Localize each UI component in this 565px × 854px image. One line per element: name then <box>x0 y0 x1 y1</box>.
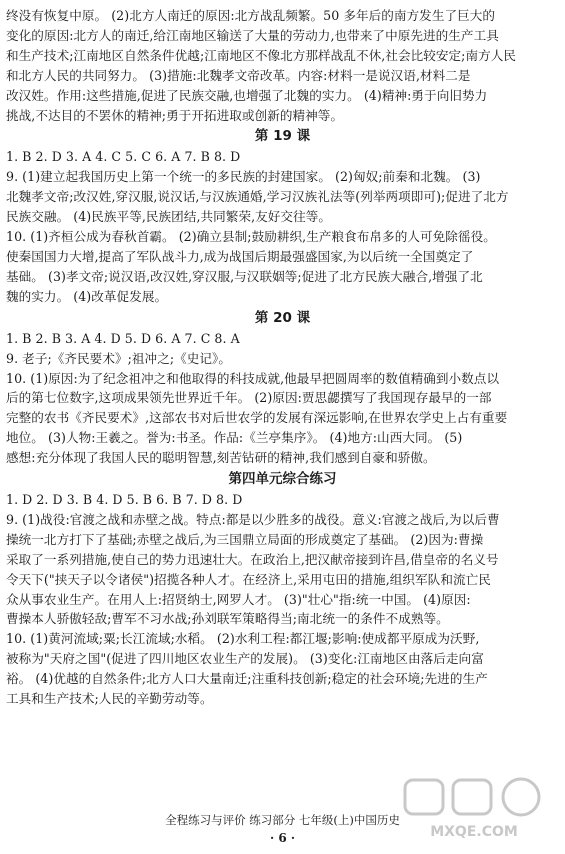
text-line: 终没有恢复中原。 (2)北方人南迁的原因:北方战乱频繁。50 多年后的南方发生了巨大的 <box>6 8 496 23</box>
text-line: 裕。 (4)优越的自然条件;北方人口大量南迁;注重科技创新;稳定的社会环境;先进的生产 <box>6 671 488 687</box>
text-line: 曹操本人骄傲轻敌;曹军不习水战;孙刘联军策略得当;南北统一的条件不成熟等。 <box>6 611 449 627</box>
answer-page <box>6 6 559 709</box>
page-number: · 6 · <box>269 831 296 845</box>
text-line: 10. (1)原因:为了纪念祖冲之和他取得的科技成就,他最早把圆周率的数值精确到小数点以 <box>6 370 500 386</box>
text-line: 被称为"天府之国"(促进了四川地区农业生产的发展)。 (3)变化:江南地区由落后走向富 <box>6 651 484 667</box>
text-line: 1. B 2. D 3. A 4. C 5. C 6. A 7. B 8. D <box>6 149 241 165</box>
text-line: 变化的原因:北方人的南迁,给江南地区输送了大量的劳动力,也带来了中原先进的生产工具 <box>6 27 499 43</box>
text-line: 众从事农业生产。在用人上:招贤纳士,网罗人才。 (3)"壮心"指:统一中国。 (4)原因: <box>6 591 471 607</box>
text-line: 民族交融。 (4)民族平等,民族团结,共同繁荣,友好交往等。 <box>6 209 332 225</box>
text-line: 操统一北方打下了基础;赤壁之战后,为三国鼎立局面的形成奠定了基础。 (2)因为:曹操 <box>6 531 484 547</box>
text-line: 改汉姓。作用:这些措施,促进了民族交融,也增强了北魏的实力。 (4)精神:勇于向旧势力 <box>6 87 488 103</box>
text-line: 9. 老子;《齐民要术》;祖冲之;《史记》。 <box>6 350 232 366</box>
text-line: 基础。 (3)孝文帝;说汉语,改汉姓,穿汉服,与汉联姻等;促进了北方民族大融合,增强了北 <box>6 268 483 284</box>
text-line: 工具和生产技术;人民的辛勤劳动等。 <box>6 691 213 707</box>
text-line: 魏的实力。 (4)改革促发展。 <box>6 288 168 304</box>
text-line: 采取了一系列措施,使自己的势力迅速壮大。在政治上,把汉献帝接到许昌,借皇帝的名义号 <box>6 551 499 567</box>
text-line: 10. (1)黄河流域;粟;长江流域;水稻。 (2)水利工程:都江堰;影响:使成都平原成为沃野, <box>6 631 480 647</box>
lesson-20-heading: 第 20 课 <box>254 309 311 326</box>
footer-book-title: 全程练习与评价 练习部分 七年级(上)中国历史 <box>165 813 400 827</box>
text-line: 感想:充分体现了我国人民的聪明智慧,刻苦钻研的精神,我们感到自豪和骄傲。 <box>6 450 436 466</box>
text-line: 10. (1)齐桓公成为春秋首霸。 (2)确立县制;鼓励耕织,生产粮食布帛多的人可免除徭役。 <box>6 229 496 245</box>
text-line: 和北方人民的共同努力。 (3)措施:北魏孝文帝改革。内容:材料一是说汉语,材料二是 <box>6 67 471 83</box>
text-line: 地位。 (3)人物:王羲之。誉为:书圣。作品:《兰亭集序》。 (4)地方:山西大同。 (5) <box>6 430 463 446</box>
lesson-20-answers <box>6 329 559 468</box>
unit-4-answers <box>6 490 559 709</box>
text-line: 1. B 2. B 3. A 4. D 5. D 6. A 7. C 8. A <box>6 330 240 346</box>
lesson-19-heading: 第 19 课 <box>254 128 311 145</box>
text-line: 北魏孝文帝;改汉姓,穿汉服,说汉话,与汉族通婚,学习汉族礼法等(列举两项即可);促进了北方 <box>6 189 509 205</box>
section-continued <box>6 6 559 125</box>
text-line: 使秦国国力大增,提高了军队战斗力,成为战国后期最强盛国家,为以后统一全国奠定了 <box>6 248 474 264</box>
text-line: 挑战,不达目的不罢休的精神;勇于开拓进取或创新的精神等。 <box>6 107 344 123</box>
text-line: 和生产技术;江南地区自然条件优越;江南地区不像北方那样战乱不休,社会比较安定;南方人民 <box>6 47 517 63</box>
text-line: 9. (1)建立起我国历史上第一个统一的多民族的封建国家。 (2)匈奴;前秦和北魏。 (3) <box>6 169 481 185</box>
text-line: 后的第七位数字,这项成果领先世界近千年。 (2)原因:贾思勰撰写了我国现存最早的一部 <box>6 390 492 406</box>
lesson-19-answers <box>6 147 559 306</box>
text-line: 完整的农书《齐民要术》,这部农书对后世农学的发展有深远影响,在世界农学史上占有重要 <box>6 410 508 426</box>
text-line: 1. D 2. D 3. B 4. D 5. B 6. B 7. D 8. D <box>6 492 243 508</box>
text-line: 令天下("挟天子以令诸侯")招揽各种人才。在经济上,采用屯田的措施,组织军队和流亡民 <box>6 571 491 587</box>
svg-text:MXQE.COM: MXQE.COM <box>430 824 518 840</box>
unit-4-heading: 第四单元综合练习 <box>228 471 337 488</box>
text-line: 9. (1)战役:官渡之战和赤壁之战。特点:都是以少胜多的战役。意义:官渡之战后,为以后曹 <box>6 511 500 527</box>
